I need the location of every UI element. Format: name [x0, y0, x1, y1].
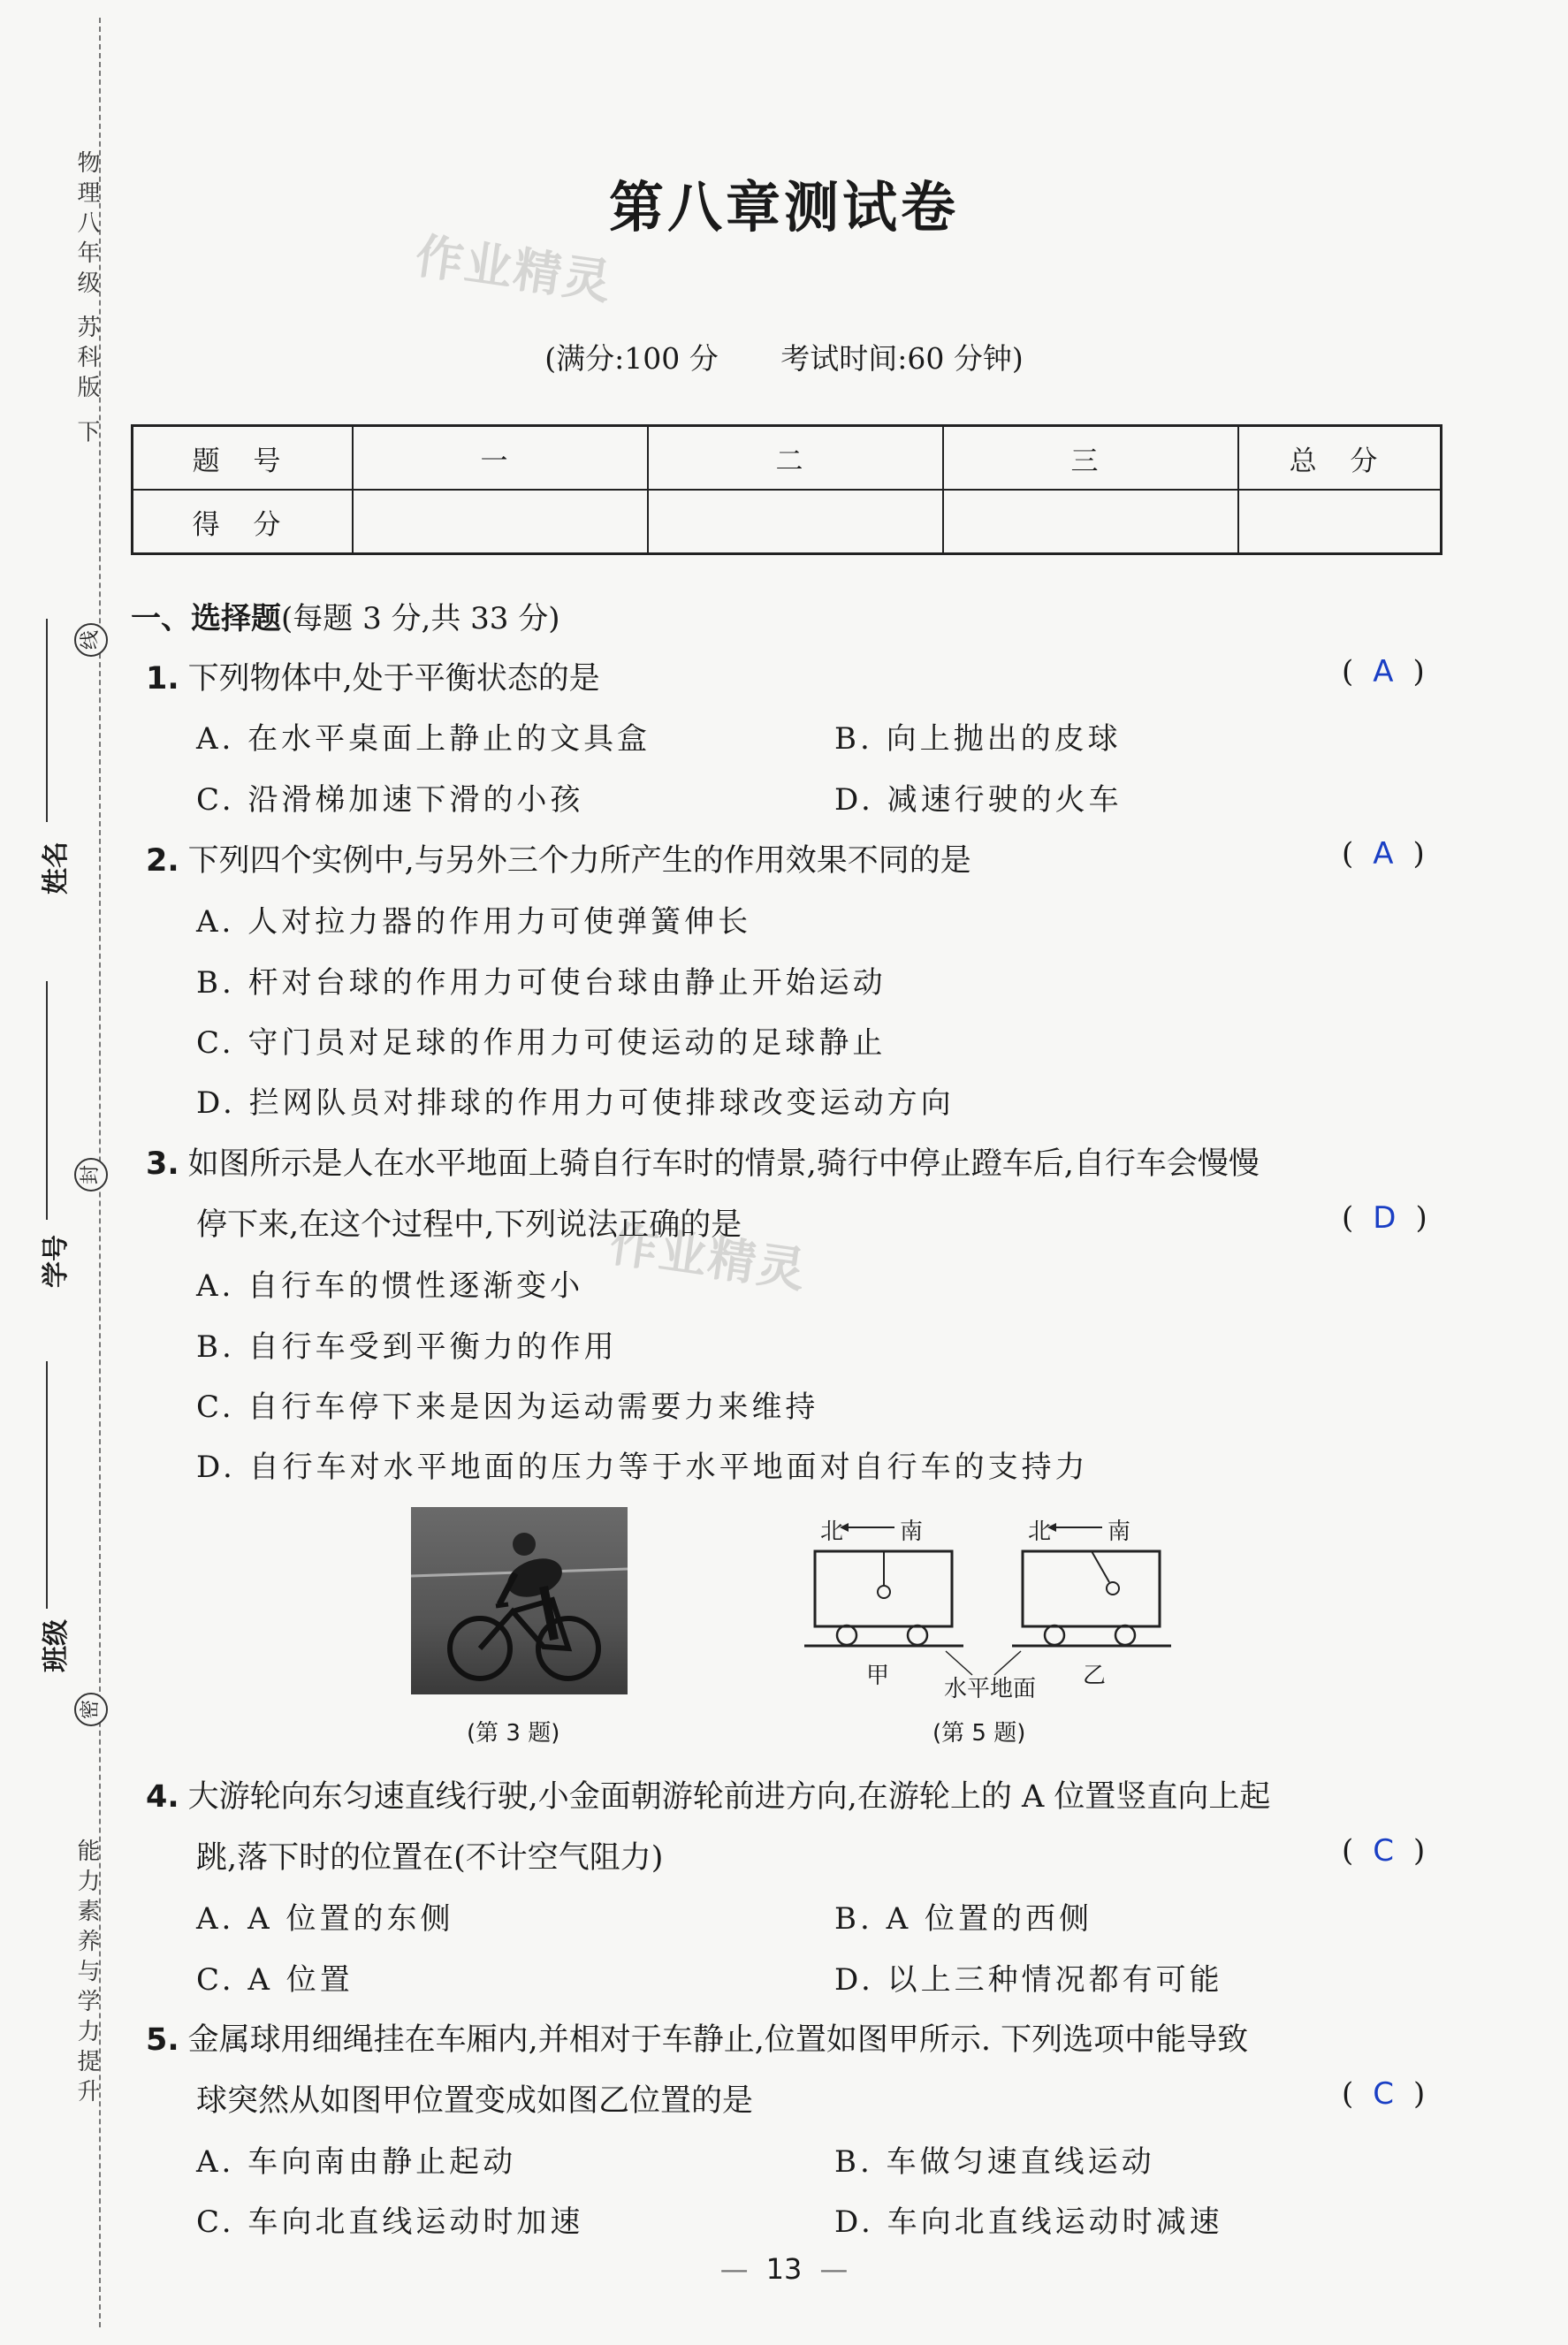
option-1d: D. 减速行驶的火车: [834, 782, 1123, 818]
watermark-2: 作业精灵: [606, 1215, 811, 1299]
question-text: 金属球用细绳挂在车厢内,并相对于车静止,位置如图甲所示. 下列选项中能导致: [187, 2022, 1249, 2058]
answer-value: A: [1373, 654, 1394, 689]
option-3c: C. 自行车停下来是因为运动需要力来维持: [196, 1389, 819, 1425]
answer-1: ( A ): [1342, 654, 1425, 689]
option-5d: D. 车向北直线运动时减速: [834, 2204, 1223, 2240]
name-line: [46, 619, 48, 822]
option-3a: A. 自行车的惯性逐渐变小: [196, 1268, 584, 1304]
question-text: 如图所示是人在水平地面上骑自行车时的情景,骑行中停止蹬车后,自行车会慢慢: [187, 1146, 1260, 1182]
option-5a: A. 车向南由静止起动: [196, 2144, 517, 2180]
answer-4: ( C ): [1342, 1833, 1426, 1869]
option-5b: B. 车做匀速直线运动: [834, 2144, 1155, 2180]
question-4-cont: 跳,落下时的位置在(不计空气阻力): [196, 1840, 664, 1876]
option-2b: B. 杆对台球的作用力可使台球由静止开始运动: [196, 965, 887, 1001]
figure-5-caption: (第 5 题): [932, 1720, 1026, 1747]
ground-label: 水平地面: [944, 1676, 1037, 1702]
watermark: 作业精灵: [412, 227, 616, 311]
exam-info: [0, 336, 1568, 377]
score-table: [131, 424, 1442, 555]
book-series-label: 物理八年级 苏科版 下: [73, 150, 100, 450]
answer-3: ( D ): [1342, 1200, 1427, 1236]
cyclist-photo: [411, 1507, 628, 1694]
cart-yi-label: 乙: [1083, 1663, 1107, 1689]
question-1: [146, 654, 600, 698]
name-label: 姓名: [41, 841, 72, 895]
question-3: [146, 1139, 1260, 1184]
answer-value: D: [1373, 1200, 1397, 1236]
page-number: [0, 2252, 1568, 2286]
table-cell: 二: [648, 426, 943, 491]
question-5: [146, 2015, 1248, 2059]
section-title: 一、选择题: [131, 601, 281, 636]
line-mark: 线: [74, 623, 108, 657]
north-label-1: 北: [820, 1519, 844, 1545]
score-cell[interactable]: [353, 490, 648, 554]
full-score: (满分:100 分: [544, 341, 719, 376]
class-label: 班级: [41, 1619, 72, 1672]
figure-3-caption: (第 3 题): [467, 1720, 560, 1747]
book-brand-label: 能力素养与学力提升: [73, 1839, 100, 2109]
question-2: [146, 836, 971, 880]
option-4a: A. A 位置的东侧: [196, 1901, 454, 1937]
table-cell: 一: [353, 426, 648, 491]
table-cell: 题 号: [133, 426, 354, 491]
bind-mark: 密: [74, 1693, 108, 1726]
answer-2: ( A ): [1342, 836, 1425, 872]
answer-5: ( C ): [1342, 2076, 1426, 2112]
north-label-2: 北: [1028, 1519, 1052, 1545]
page-title: 第八章测试卷: [608, 175, 959, 240]
question-5-cont: 球突然从如图甲位置变成如图乙位置的是: [196, 2083, 754, 2119]
score-cell[interactable]: [943, 490, 1238, 554]
question-text: 下列四个实例中,与另外三个力所产生的作用效果不同的是: [187, 843, 971, 879]
question-number: 2.: [146, 843, 179, 879]
table-row: [133, 426, 1442, 491]
option-3b: B. 自行车受到平衡力的作用: [196, 1329, 618, 1365]
south-label-2: 南: [1107, 1519, 1131, 1545]
question-text: 大游轮向东匀速直线行驶,小金面朝游轮前进方向,在游轮上的 A 位置竖直向上起: [187, 1779, 1271, 1815]
option-5c: C. 车向北直线运动时加速: [196, 2204, 584, 2240]
question-3-cont: 停下来,在这个过程中,下列说法正确的是: [196, 1207, 742, 1243]
question-number: 4.: [146, 1779, 179, 1815]
answer-value: A: [1373, 836, 1394, 872]
question-number: 5.: [146, 2022, 179, 2058]
option-1a: A. 在水平桌面上静止的文具盒: [196, 721, 651, 757]
option-2a: A. 人对拉力器的作用力可使弹簧伸长: [196, 904, 752, 940]
answer-value: C: [1373, 2076, 1395, 2112]
option-4b: B. A 位置的西侧: [834, 1901, 1092, 1937]
exam-time: 考试时间:60 分钟): [780, 341, 1024, 376]
question-number: 3.: [146, 1146, 179, 1182]
option-4d: D. 以上三种情况都有可能: [834, 1962, 1223, 1998]
score-cell[interactable]: [1238, 490, 1442, 554]
answer-value: C: [1373, 1833, 1395, 1869]
page-dash-right: —: [819, 2252, 849, 2286]
option-2d: D. 拦网队员对排球的作用力可使排球改变运动方向: [196, 1085, 955, 1121]
page-number-value: 13: [765, 2252, 803, 2286]
score-cell[interactable]: [648, 490, 943, 554]
question-number: 1.: [146, 661, 179, 697]
south-label-1: 南: [900, 1519, 924, 1545]
option-3d: D. 自行车对水平地面的压力等于水平地面对自行车的支持力: [196, 1450, 1089, 1485]
page-dash-left: —: [719, 2252, 749, 2286]
seal-mark: 封: [74, 1158, 108, 1192]
section-heading: [131, 594, 559, 637]
table-cell: 总 分: [1238, 426, 1442, 491]
class-line: [46, 1361, 48, 1609]
option-4c: C. A 位置: [196, 1962, 354, 1998]
id-line: [46, 981, 48, 1220]
table-cell: 得 分: [133, 490, 354, 554]
option-1b: B. 向上抛出的皮球: [834, 721, 1122, 757]
cart-jia-label: 甲: [866, 1663, 890, 1689]
section-note: (每题 3 分,共 33 分): [281, 601, 560, 636]
question-4: [146, 1772, 1270, 1816]
table-row: [133, 490, 1442, 554]
question-text: 下列物体中,处于平衡状态的是: [187, 661, 600, 697]
option-2c: C. 守门员对足球的作用力可使运动的足球静止: [196, 1025, 887, 1061]
option-1c: C. 沿滑梯加速下滑的小孩: [196, 782, 584, 818]
student-id-label: 学号: [41, 1235, 72, 1288]
table-cell: 三: [943, 426, 1238, 491]
